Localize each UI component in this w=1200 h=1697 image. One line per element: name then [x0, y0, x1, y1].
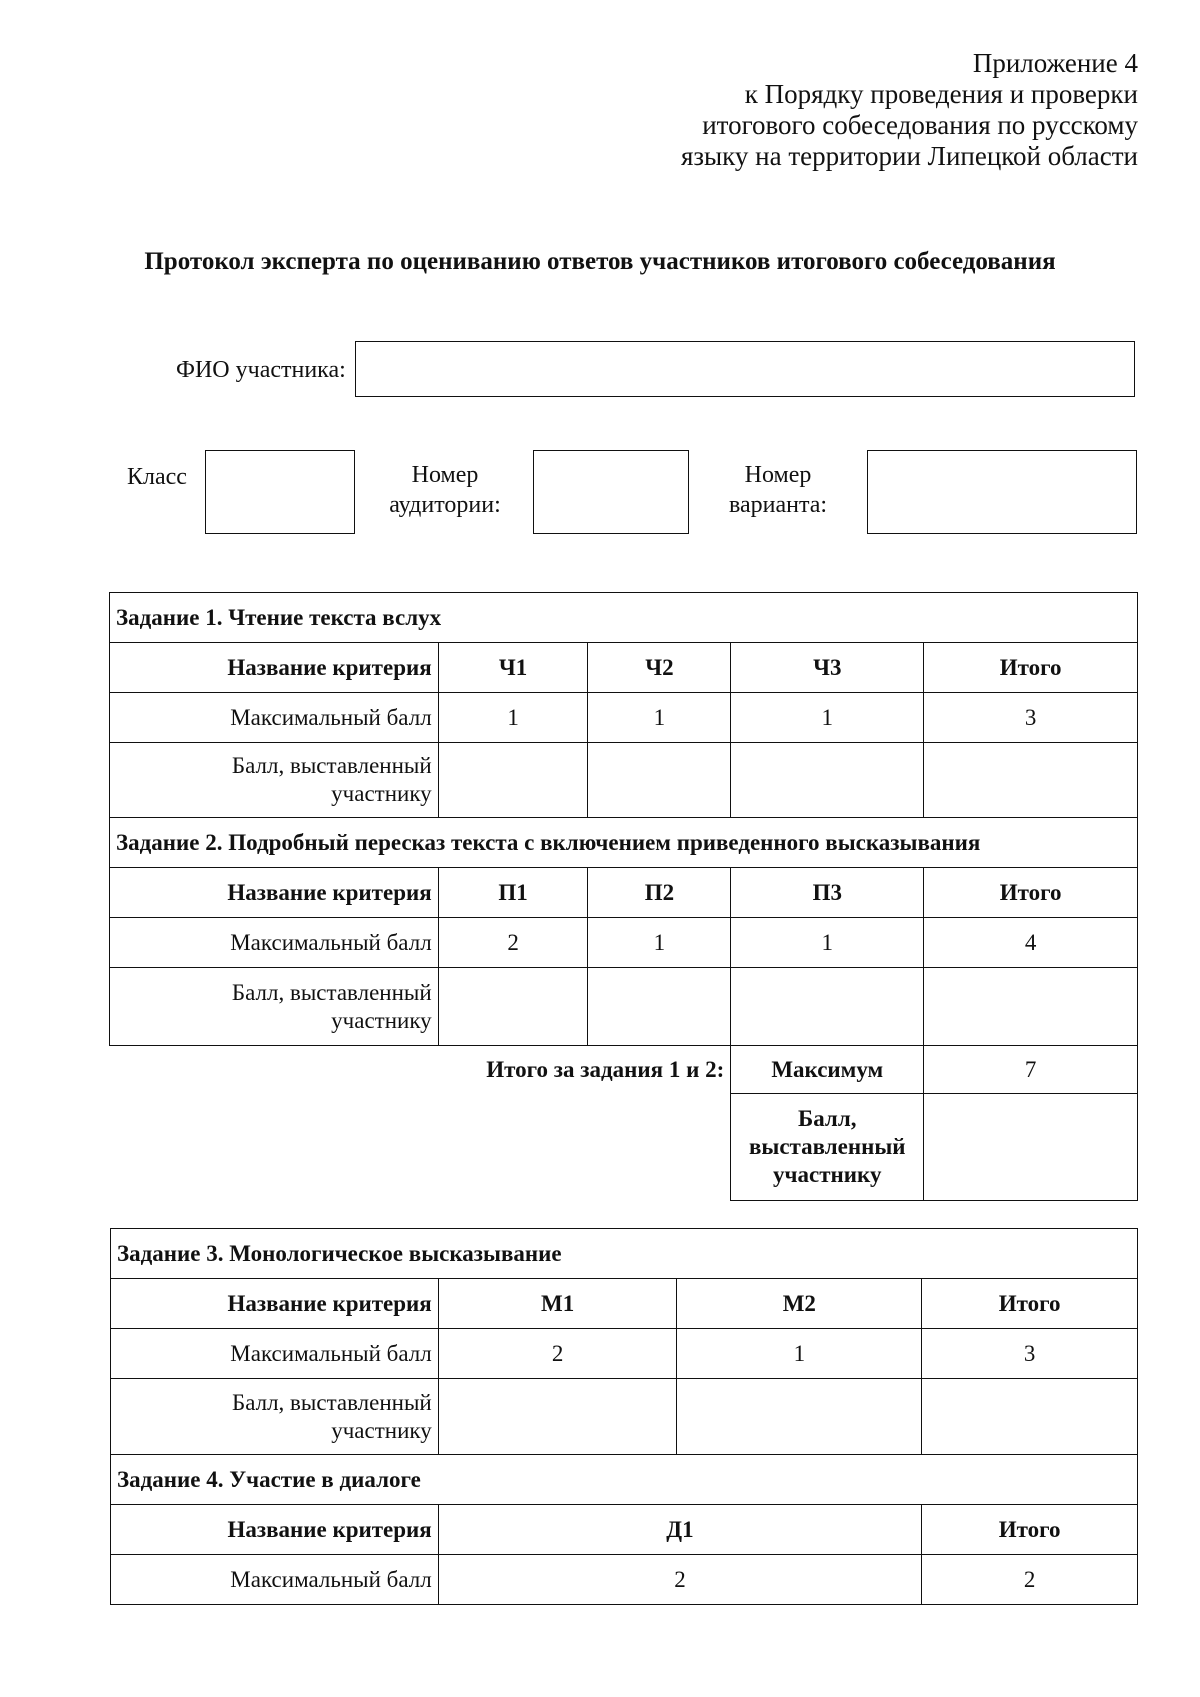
task1-score-ch1[interactable] [438, 743, 588, 818]
room-label-line-2: аудитории: [389, 492, 501, 518]
tasks-1-2-table [109, 592, 1138, 1201]
task2-col-p2: П2 [588, 868, 731, 918]
task4-title: Задание 4. Участие в диалоге [111, 1455, 1138, 1505]
table-row [110, 743, 1138, 818]
task1-max-ch3: 1 [731, 693, 924, 743]
task4-col-total: Итого [922, 1505, 1138, 1555]
table-row [111, 1555, 1138, 1605]
score-label-line-1: Балл, выставленный [231, 1389, 432, 1415]
table-row [110, 693, 1138, 743]
table-row [110, 643, 1138, 693]
class-input-box[interactable] [205, 450, 355, 534]
task1-col-ch2: Ч2 [588, 643, 731, 693]
variant-label-line-1: Номер [744, 462, 812, 488]
total-1-2-max-label: Максимум [731, 1046, 924, 1094]
tasks-3-4-table [110, 1228, 1138, 1605]
variant-label-line-2: варианта: [728, 492, 828, 518]
appendix-line-1: Приложение 4 [972, 48, 1138, 78]
variant-input-box[interactable] [867, 450, 1137, 534]
task2-score-p3[interactable] [731, 968, 924, 1046]
task2-col-total: Итого [924, 868, 1138, 918]
table-row [110, 1046, 1138, 1094]
task2-max-p2: 1 [588, 918, 731, 968]
table-row [111, 1279, 1138, 1329]
score-label-line-2: участнику [331, 1417, 432, 1443]
task3-title: Задание 3. Монологическое высказывание [111, 1229, 1138, 1279]
task1-score-label [110, 743, 439, 818]
task2-max-total: 4 [924, 918, 1138, 968]
task3-col-m2: М2 [677, 1279, 922, 1329]
task3-max-total: 3 [922, 1329, 1138, 1379]
appendix-line-3: итогового собеседования по русскому [702, 110, 1138, 140]
task3-score-m2[interactable] [677, 1379, 922, 1455]
score-label-line-2: участнику [331, 1007, 432, 1033]
task3-score-total[interactable] [922, 1379, 1138, 1455]
task2-max-p1: 2 [438, 918, 588, 968]
task2-col-p1: П1 [438, 868, 588, 918]
room-input-box[interactable] [533, 450, 689, 534]
task3-col-m1: М1 [438, 1279, 677, 1329]
task3-score-label [111, 1379, 439, 1455]
variant-label [718, 460, 838, 520]
score-label-line-1: Балл, выставленный [231, 979, 432, 1005]
total-score-line-1: Балл, [798, 1106, 857, 1131]
task2-max-p3: 1 [731, 918, 924, 968]
table-row [110, 918, 1138, 968]
appendix-line-2: к Порядку проведения и проверки [744, 79, 1138, 109]
task2-max-label: Максимальный балл [110, 918, 439, 968]
task1-max-ch1: 1 [438, 693, 588, 743]
task2-score-label [110, 968, 439, 1046]
task4-max-d1: 2 [438, 1555, 921, 1605]
task1-score-ch2[interactable] [588, 743, 731, 818]
task4-max-total: 2 [922, 1555, 1138, 1605]
task4-criterion-header: Название критерия [111, 1505, 439, 1555]
task3-max-m2: 1 [677, 1329, 922, 1379]
total-score-line-3: участнику [773, 1162, 882, 1187]
total-1-2-label: Итого за задания 1 и 2: [486, 1056, 725, 1082]
task1-criterion-header: Название критерия [110, 643, 439, 693]
class-label: Класс [127, 464, 187, 490]
table-row [110, 968, 1138, 1046]
fio-input-box[interactable] [355, 341, 1135, 397]
score-label-line-1: Балл, выставленный [231, 753, 432, 778]
task2-title: Задание 2. Подробный пересказ текста с включением приведенного высказывания [110, 818, 1138, 868]
task1-score-ch3[interactable] [731, 743, 924, 818]
task2-score-total[interactable] [924, 968, 1138, 1046]
task1-col-ch3: Ч3 [731, 643, 924, 693]
table-row [110, 868, 1138, 918]
total-1-2-max-value: 7 [924, 1046, 1138, 1094]
task3-max-label: Максимальный балл [111, 1329, 439, 1379]
task3-criterion-header: Название критерия [111, 1279, 439, 1329]
page-title: Протокол эксперта по оцениванию ответов участников итогового собеседования [144, 248, 1056, 275]
task2-score-p2[interactable] [588, 968, 731, 1046]
task1-col-total: Итого [924, 643, 1138, 693]
fio-label: ФИО участника: [176, 357, 346, 383]
task1-max-ch2: 1 [588, 693, 731, 743]
total-1-2-score-label [731, 1094, 924, 1201]
task4-col-d1: Д1 [438, 1505, 921, 1555]
task1-max-label: Максимальный балл [110, 693, 439, 743]
room-label-line-1: Номер [411, 462, 479, 488]
task1-title: Задание 1. Чтение текста вслух [110, 593, 1138, 643]
task1-col-ch1: Ч1 [438, 643, 588, 693]
task1-score-total[interactable] [924, 743, 1138, 818]
task3-max-m1: 2 [438, 1329, 677, 1379]
total-1-2-score-value[interactable] [924, 1094, 1138, 1201]
appendix-header [681, 48, 1138, 172]
task3-col-total: Итого [922, 1279, 1138, 1329]
task1-max-total: 3 [924, 693, 1138, 743]
task2-criterion-header: Название критерия [110, 868, 439, 918]
task2-col-p3: П3 [731, 868, 924, 918]
total-score-line-2: выставленный [748, 1134, 906, 1159]
task3-score-m1[interactable] [438, 1379, 677, 1455]
appendix-line-4: языку на территории Липецкой области [680, 141, 1138, 171]
table-row [111, 1329, 1138, 1379]
table-row [111, 1379, 1138, 1455]
table-row [110, 1094, 1138, 1201]
table-row [111, 1505, 1138, 1555]
room-label [380, 460, 510, 520]
task2-score-p1[interactable] [438, 968, 588, 1046]
task4-max-label: Максимальный балл [111, 1555, 439, 1605]
score-label-line-2: участнику [331, 781, 432, 806]
